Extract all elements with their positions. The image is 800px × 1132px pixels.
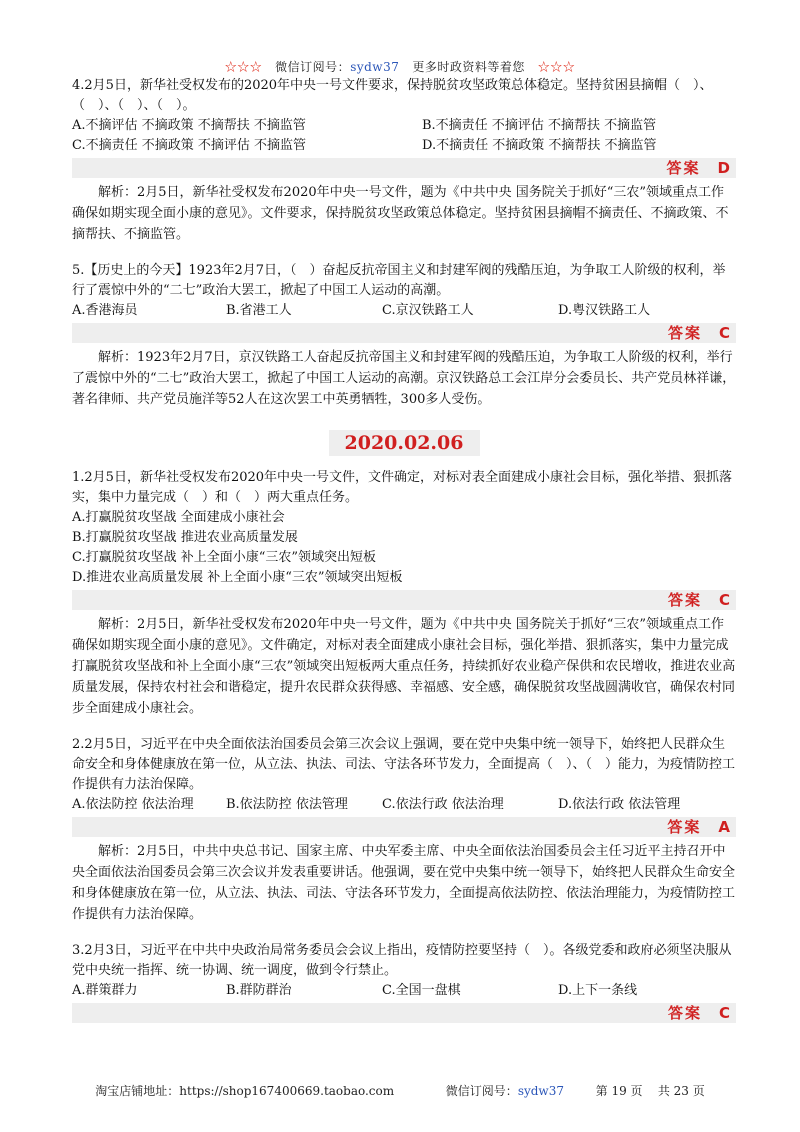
option-c: C.打赢脱贫攻坚战 补上全面小康“三农”领域突出短板	[72, 550, 377, 565]
option-a: A.群策群力	[72, 983, 138, 998]
page-header	[0, 58, 800, 75]
date-heading	[72, 430, 736, 456]
explanation-text: 解析：1923年2月7日，京汉铁路工人奋起反抗帝国主义和封建军阀的残酷压迫，为争取工人阶级的权利，举行了震惊中外的“二七”政治大罢工，掀起了中国工人运动的高潮。京汉铁路总工会江岸分会委员长、共产党员林祥谦，著名律师、共产党员施洋等52人在这次罢工中英勇牺牲，300多人受伤。	[72, 350, 736, 407]
option-b: B.打赢脱贫攻坚战 推进农业高质量发展	[72, 530, 298, 545]
wechat-label: 微信订阅号：	[445, 1084, 518, 1098]
option-d: D.粤汉铁路工人	[558, 303, 651, 318]
options-list	[72, 981, 736, 1001]
wechat-account: sydw37	[517, 1084, 564, 1098]
explanation-text: 解析：2月5日，新华社受权发布2020年中央一号文件，题为《中共中央 国务院关于抓好“三农”领域重点工作确保如期实现全面小康的意见》。文件确定，对标对表全面建成小康社会目标，强化举措、狠抓落实，集中力量完成打赢脱贫攻坚战和补上全面小康“三农”领域突出短板两大重点任务，持续抓好农业稳产保供和农民增收，推进农业高质量发展，保持农村社会和谐稳定，提升农民群众获得感、幸福感、安全感，确保脱贫攻坚战圆满收官，确保农村同步全面建成小康社会。	[72, 617, 736, 716]
options-list	[72, 301, 736, 321]
answer-bar: 答案 A	[72, 817, 736, 837]
shop-url-link[interactable]: https://shop167400669.taobao.com	[179, 1084, 395, 1098]
question-block	[72, 941, 736, 1023]
option-b: B.省港工人	[226, 303, 292, 318]
option-a: A.香港海员	[72, 303, 138, 318]
header-account: sydw37	[350, 60, 400, 74]
header-label: 微信订阅号：	[275, 60, 351, 74]
question-block	[72, 76, 736, 245]
page-content	[72, 76, 736, 1023]
question-text: 3.2月3日，习近平在中共中央政治局常务委员会会议上指出，疫情防控要坚持（ ）。各级党委和政府必须坚决服从党中央统一指挥、统一协调、统一调度，做到令行禁止。	[72, 943, 732, 978]
option-c: C.依法行政 依法治理	[382, 797, 504, 812]
explanation-text: 解析：2月5日，中共中央总书记、国家主席、中央军委主席、中央全面依法治国委员会主任习近平主持召开中央全面依法治国委员会第三次会议并发表重要讲话。他强调，要在党中央集中统一领导下，始终把人民群众生命安全和身体健康放在第一位，从立法、执法、司法、守法各环节发力，全面提高依法防控、依法治理能力，为疫情防控工作提供有力法治保障。	[72, 844, 736, 922]
option-a: A.依法防控 依法治理	[72, 797, 194, 812]
question-block	[72, 735, 736, 925]
options-list	[72, 116, 736, 156]
page-total: 共 23 页	[657, 1084, 705, 1098]
answer-bar: 答案 D	[72, 158, 736, 178]
page-number: 第 19 页	[595, 1084, 643, 1098]
option-c: C.不摘责任 不摘政策 不摘评估 不摘监管	[72, 138, 307, 153]
option-a: A.不摘评估 不摘政策 不摘帮扶 不摘监管	[72, 118, 306, 133]
star-icon: ☆☆☆	[224, 60, 263, 74]
option-b: B.不摘责任 不摘评估 不摘帮扶 不摘监管	[422, 118, 657, 133]
header-slogan: 更多时政资料等着您	[412, 60, 525, 74]
shop-label: 淘宝店铺地址：	[95, 1084, 180, 1098]
question-text: 4.2月5日，新华社受权发布的2020年中央一号文件要求，保持脱贫攻坚政策总体稳定。坚持贫困县摘帽（ ）、（ ）、（ ）、（ ）。	[72, 78, 713, 113]
option-a: A.打赢脱贫攻坚战 全面建成小康社会	[72, 510, 285, 525]
option-c: C.京汉铁路工人	[382, 303, 474, 318]
option-b: B.群防群治	[226, 983, 292, 998]
date-heading-text: 2020.02.06	[329, 430, 480, 456]
page-footer	[0, 1082, 800, 1099]
option-d: D.推进农业高质量发展 补上全面小康“三农”领域突出短板	[72, 570, 403, 585]
option-d: D.不摘责任 不摘政策 不摘帮扶 不摘监管	[422, 138, 657, 153]
explanation-text: 解析：2月5日，新华社受权发布2020年中央一号文件，题为《中共中央 国务院关于抓好“三农”领域重点工作确保如期实现全面小康的意见》。文件要求，保持脱贫攻坚政策总体稳定。坚持贫困县摘帽不摘责任、不摘政策、不摘帮扶、不摘监管。	[72, 185, 729, 242]
options-list	[72, 508, 736, 588]
option-d: D.依法行政 依法管理	[558, 797, 681, 812]
answer-bar: 答案 C	[72, 590, 736, 610]
question-text: 5.【历史上的今天】1923年2月7日，（ ）奋起反抗帝国主义和封建军阀的残酷压迫，为争取工人阶级的权利，举行了震惊中外的“二七”政治大罢工，掀起了中国工人运动的高潮。	[72, 263, 726, 298]
option-b: B.依法防控 依法管理	[226, 797, 348, 812]
question-block	[72, 261, 736, 410]
options-list	[72, 795, 736, 815]
star-icon: ☆☆☆	[537, 60, 576, 74]
question-text: 2.2月5日，习近平在中央全面依法治国委员会第三次会议上强调，要在党中央集中统一领导下，始终把人民群众生命安全和身体健康放在第一位，从立法、执法、司法、守法各环节发力，全面提高（ ）、（ ）能力，为疫情防控工作提供有力法治保障。	[72, 737, 736, 792]
question-text: 1.2月5日，新华社受权发布2020年中央一号文件，文件确定，对标对表全面建成小康社会目标，强化举措、狠抓落实，集中力量完成（ ）和（ ）两大重点任务。	[72, 470, 733, 505]
answer-bar: 答案 C	[72, 1003, 736, 1023]
option-d: D.上下一条线	[558, 983, 638, 998]
option-c: C.全国一盘棋	[382, 983, 461, 998]
question-block	[72, 468, 736, 719]
answer-bar: 答案 C	[72, 323, 736, 343]
